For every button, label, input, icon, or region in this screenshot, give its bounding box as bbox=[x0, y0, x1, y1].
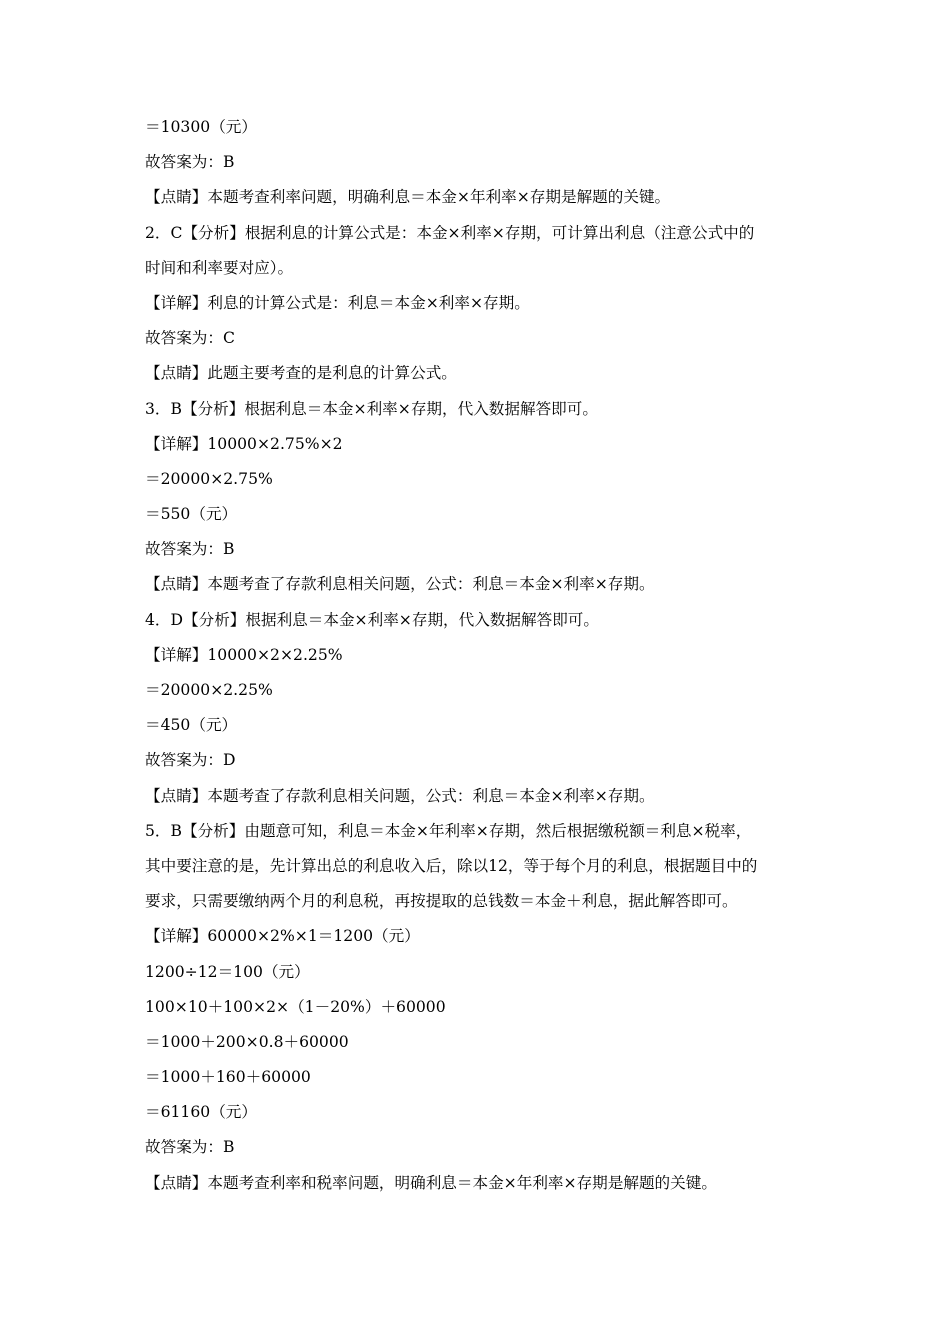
text-line: 其中要注意的是，先计算出总的利息收入后，除以12，等于每个月的利息，根据题目中的 bbox=[145, 856, 758, 875]
text-line: 故答案为：D bbox=[145, 751, 236, 770]
text-line: 故答案为：B bbox=[145, 1138, 235, 1157]
text-line: ＝550（元） bbox=[145, 505, 238, 524]
text-line: 1200÷12＝100（元） bbox=[145, 962, 310, 981]
text-line: 【点睛】此题主要考查的是利息的计算公式。 bbox=[145, 364, 457, 383]
text-line: 【详解】利息的计算公式是：利息＝本金×利率×存期。 bbox=[145, 293, 530, 312]
text-line: ＝1000＋200×0.8＋60000 bbox=[145, 1032, 349, 1051]
text-line: 故答案为：B bbox=[145, 153, 235, 172]
text-line: 3．B【分析】根据利息＝本金×利率×存期，代入数据解答即可。 bbox=[145, 399, 598, 418]
text-line: 4．D【分析】根据利息＝本金×利率×存期，代入数据解答即可。 bbox=[145, 610, 599, 629]
text-line: 【点睛】本题考查利率问题，明确利息＝本金×年利率×存期是解题的关键。 bbox=[145, 188, 671, 207]
text-line: 要求，只需要缴纳两个月的利息税，再按提取的总钱数＝本金＋利息，据此解答即可。 bbox=[145, 892, 738, 911]
text-line: 【详解】10000×2×2.25% bbox=[145, 645, 343, 664]
text-line: ＝20000×2.75% bbox=[145, 469, 273, 488]
text-line: 故答案为：C bbox=[145, 329, 235, 348]
text-line: 【点睛】本题考查了存款利息相关问题，公式：利息＝本金×利率×存期。 bbox=[145, 786, 655, 805]
text-line: 时间和利率要对应）。 bbox=[145, 258, 294, 277]
text-line: ＝61160（元） bbox=[145, 1103, 257, 1122]
text-line: ＝10300（元） bbox=[145, 118, 257, 136]
text-line: 【详解】10000×2.75%×2 bbox=[145, 434, 343, 453]
text-line: 2．C【分析】根据利息的计算公式是：本金×利率×存期，可计算出利息（注意公式中的 bbox=[145, 223, 755, 242]
text-line: ＝1000＋160＋60000 bbox=[145, 1068, 311, 1087]
text-line: 5．B【分析】由题意可知，利息＝本金×年利率×存期，然后根据缴税额＝利息×税率， bbox=[145, 821, 752, 840]
text-line: 【详解】60000×2%×1＝1200（元） bbox=[145, 927, 420, 946]
text-line: 【点睛】本题考查了存款利息相关问题，公式：利息＝本金×利率×存期。 bbox=[145, 575, 655, 594]
text-line: 故答案为：B bbox=[145, 540, 235, 559]
text-line: 【点睛】本题考查利率和税率问题，明确利息＝本金×年利率×存期是解题的关键。 bbox=[145, 1173, 717, 1192]
text-line: ＝450（元） bbox=[145, 716, 238, 735]
document-body bbox=[145, 110, 825, 1201]
text-line: ＝20000×2.25% bbox=[145, 681, 273, 699]
text-line: 100×10＋100×2×（1－20%）＋60000 bbox=[145, 997, 446, 1016]
